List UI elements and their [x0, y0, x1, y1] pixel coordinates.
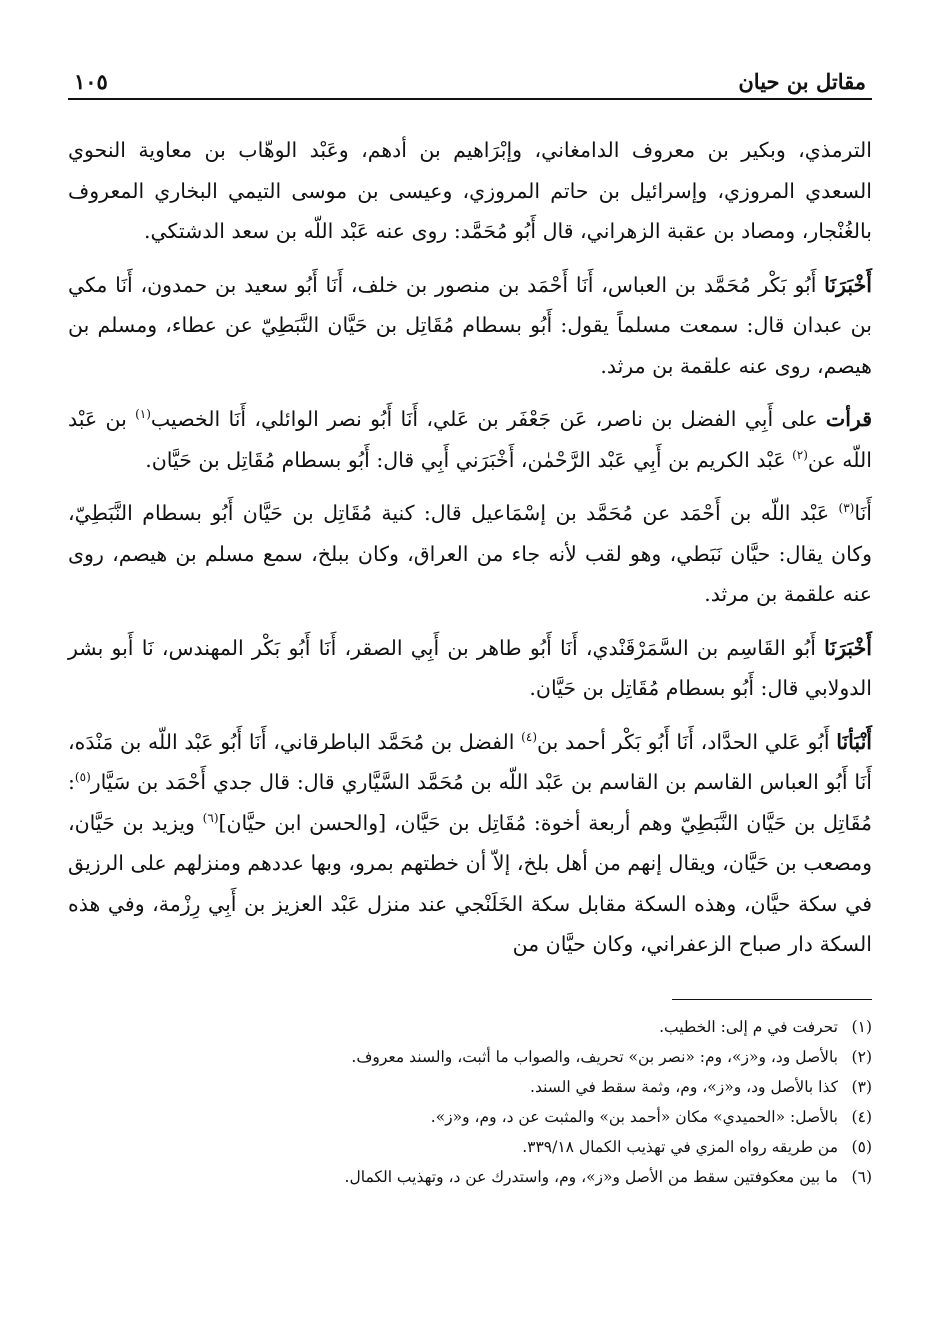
footnote	[68, 1102, 872, 1132]
footnote-text: بالأصل: «الحميدي» مكان «أحمد بن» والمثبت عن د، وم، و«ز».	[430, 1107, 838, 1126]
footnote-ref: (٥)	[74, 770, 91, 785]
paragraph-text: أَبُو عَلي الحدَّاد، أَنَا أَبُو بَكْر أحمد بن	[537, 729, 837, 754]
paragraph	[68, 722, 872, 965]
paragraph	[68, 265, 872, 387]
running-header	[68, 58, 872, 100]
footnote-number: (٥)	[851, 1137, 872, 1156]
paragraph-lead-word: أَخْبَرَنَا	[824, 272, 872, 297]
paragraph-text: عَبْد اللّه بن أَحْمَد عن مُحَمَّد بن إسْمَاعيل قال: كنية مُقَاتِل بن حَيَّان أَبُو بسطام النَّبَطِيّ، وكان يقال: حيَّان نَبَطي، وهو لقب لأنه جاء من العراق، وكان ببلخ، سمع مسلم بن هيصم، روى عنه علقمة بن مرثد.	[68, 501, 872, 606]
paragraph-lead-word: أَنْبَأنَا	[836, 729, 872, 754]
paragraph-lead-word: قرأت	[825, 407, 872, 431]
footnote-text: تحرفت في م إلى: الخطيب.	[659, 1017, 838, 1036]
footnote	[68, 1162, 872, 1192]
footnote	[68, 1132, 872, 1162]
footnote-number: (٤)	[851, 1107, 872, 1126]
footnote	[68, 1012, 872, 1042]
footnote-number: (١)	[851, 1017, 872, 1036]
footnote-number: (٣)	[851, 1077, 872, 1096]
paragraph-text: ويزيد بن حَيَّان، ومصعب بن حَيَّان، ويقال إنهم من أهل بلخ، إلاّ أن خطتهم بمرو، وبها عددهم ومنزلهم على الرزيق في سكة حيَّان، وهذه السكة مقابل سكة الخَلَنْجي عند منزل عَبْد العزيز بن أَبِي رِزْمة، وفي هذه السكة دار صباح الزعفراني، وكان حيَّان من	[68, 810, 872, 956]
main-text	[68, 130, 872, 965]
page-number: ١٠٥	[74, 69, 108, 94]
paragraph	[68, 399, 872, 480]
footnote-divider	[672, 999, 872, 1000]
footnote-text: بالأصل ود، و«ز»، وم: «نصر بن» تحريف، والصواب ما أثبت، والسند معروف.	[351, 1047, 838, 1066]
footnotes	[68, 1012, 872, 1192]
paragraph-text: : مُقَاتِل بن حَيَّان النَّبَطِيّ وهم أربعة أخوة: مُقَاتِل بن حَيَّان، [والحسن ابن حيَّان]	[68, 770, 872, 835]
footnote-text: كذا بالأصل ود، و«ز»، وم، وثمة سقط في السند.	[530, 1077, 838, 1096]
footnote-ref: (١)	[135, 407, 151, 422]
footnote-number: (٦)	[851, 1167, 872, 1186]
paragraph-text: أَبُو بَكْر مُحَمَّد بن العباس، أَنَا أَحْمَد بن منصور بن خلف، أَنَا أَبُو سعيد بن حمدون، أَنَا مكي بن عبدان قال: سمعت مسلماً يقول: أَبُو بسطام مُقَاتِل بن حَيَّان النَّبَطِيّ عن عطاء، ومسلم بن هيصم، روى عنه علقمة بن مرثد.	[68, 272, 872, 378]
footnote	[68, 1042, 872, 1072]
paragraph-lead-word: أَخْبَرَنَا	[824, 635, 872, 660]
paragraph-text: أَنَا	[854, 501, 872, 525]
paragraph-text: الترمذي، وبكير بن معروف الدامغاني، وإبْرَاهيم بن أدهم، وعَبْد الوهّاب بن معاوية النحوي السعدي المروزي، وإسرائيل بن حاتم المروزي، وعيسى بن موسى التيمي البخاري المعروف بالغُنْجار، ومصاد بن عقبة الزهراني، قال أَبُو مُحَمَّد: روى عنه عَبْد اللّه بن سعد الدشتكي.	[68, 138, 872, 243]
paragraph-text: بن عَبْد اللّه عن	[68, 407, 872, 472]
paragraph-text: الفضل بن مُحَمَّد الباطرقاني، أَنَا أَبُو عَبْد اللّه بن مَنْدَه، أَنَا أَبُو العباس القاسم بن القاسم بن عَبْد اللّه بن مُحَمَّد السَّيَّاري قال: قال جدي أَحْمَد بن سَيَّار	[68, 729, 872, 794]
paragraph-text: على أَبِي الفضل بن ناصر، عَن جَعْفَر بن عَلي، أَنَا أَبُو نصر الوائلي، أَنَا الخصيب	[150, 407, 826, 431]
footnote	[68, 1072, 872, 1102]
paragraph	[68, 493, 872, 615]
footnote-text: من طريقه رواه المزي في تهذيب الكمال ٣٣٩/١٨.	[522, 1137, 838, 1156]
paragraph	[68, 130, 872, 252]
footnote-ref: (٦)	[202, 810, 219, 825]
header-title: مقاتل بن حيان	[738, 69, 866, 94]
footnote-ref: (٢)	[792, 447, 808, 462]
paragraph-text: أَبُو القَاسِم بن السَّمَرْقَنْدي، أَنَا أَبُو طاهر بن أَبِي الصقر، أَنَا أَبُو بَكْر المهندس، نَا أَبو بشر الدولابي قال: أَبُو بسطام مُقَاتِل بن حَيَّان.	[68, 635, 872, 700]
paragraph	[68, 628, 872, 709]
footnote-ref: (٤)	[521, 729, 537, 744]
footnote-ref: (٣)	[838, 501, 855, 516]
paragraph-text: عَبْد الكريم بن أَبِي عَبْد الرَّحْمٰن، أَخْبَرَني أَبِي قال: أَبُو بسطام مُقَاتِل بن حَيَّان.	[145, 447, 793, 472]
footnote-text: ما بين معكوفتين سقط من الأصل و«ز»، وم، واستدرك عن د، وتهذيب الكمال.	[344, 1167, 838, 1186]
footnote-number: (٢)	[851, 1047, 872, 1066]
